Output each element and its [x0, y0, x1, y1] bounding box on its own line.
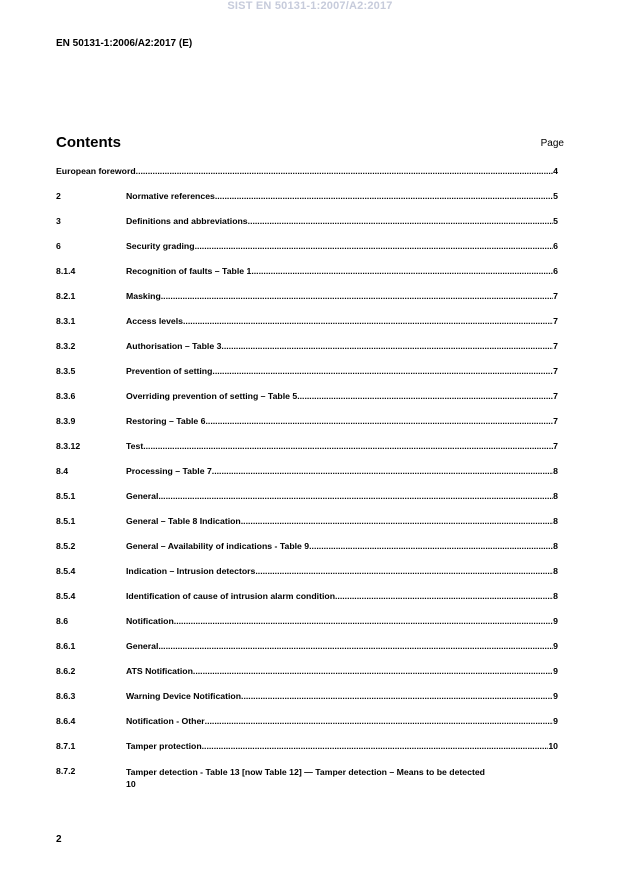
toc-entry-page: 7 [553, 341, 558, 351]
toc-entry[interactable] [56, 691, 558, 716]
toc-entry-number: 8.3.12 [56, 441, 81, 451]
toc-entry-title: Overriding prevention of setting – Table 5 [126, 391, 298, 401]
toc-entry-page: 9 [553, 641, 558, 651]
toc-entry-page: 9 [553, 691, 558, 701]
toc-entry-number: 8.7.1 [56, 741, 76, 751]
toc-entry[interactable] [56, 216, 558, 241]
toc-entry-title: Masking [126, 291, 161, 301]
toc-entry-number: 8.3.6 [56, 391, 76, 401]
toc-entry-title: Tamper protection [126, 741, 202, 751]
toc-entry-title: European foreword [56, 166, 136, 176]
toc-entry-number: 8.5.1 [56, 491, 76, 501]
toc-entry-page: 8 [553, 541, 558, 551]
toc-entry[interactable] [56, 591, 558, 616]
toc-dot-leader [136, 166, 554, 177]
toc-entry-number: 8.5.2 [56, 541, 76, 551]
toc-entry[interactable] [56, 166, 558, 191]
toc-entry[interactable] [56, 566, 558, 591]
toc-entry-title: ATS Notification [126, 666, 193, 676]
toc-entry-title: Normative references [126, 191, 215, 201]
page-column-label: Page [540, 138, 564, 149]
toc-entry-number: 8.1.4 [56, 266, 76, 276]
toc-dot-leader [183, 316, 553, 327]
toc-entry-number: 8.6.4 [56, 716, 76, 726]
contents-title: Contents [56, 134, 121, 151]
toc-dot-leader [205, 716, 553, 727]
toc-entry-title: General – Table 8 Indication [126, 516, 241, 526]
toc-dot-leader [212, 466, 553, 477]
toc-entry-number: 8.6 [56, 616, 69, 626]
toc-entry[interactable] [56, 641, 558, 666]
toc-entry-title: General [126, 491, 159, 501]
toc-entry-title: Definitions and abbreviations [126, 216, 248, 226]
toc-entry[interactable] [56, 266, 558, 291]
toc-dot-leader [248, 216, 554, 227]
toc-dot-leader [158, 491, 553, 502]
toc-dot-leader [161, 291, 553, 302]
toc-entry[interactable] [56, 241, 558, 266]
toc-entry[interactable] [56, 191, 558, 216]
toc-entry[interactable] [56, 666, 558, 691]
toc-entry-title: Security grading [126, 241, 195, 251]
toc-entry[interactable] [56, 316, 558, 341]
toc-entry[interactable] [56, 516, 558, 541]
toc-entry-number: 8.6.1 [56, 641, 76, 651]
toc-entry-page: 7 [553, 366, 558, 376]
toc-dot-leader [158, 641, 553, 652]
toc-entry-page: 8 [553, 491, 558, 501]
toc-entry-page: 7 [553, 316, 558, 326]
toc-entry-number: 8.5.4 [56, 566, 76, 576]
toc-entry-page: 7 [553, 291, 558, 301]
watermark: SIST EN 50131-1:2007/A2:2017 [227, 0, 393, 12]
toc-entry[interactable] [56, 441, 558, 466]
toc-entry-title: Test [126, 441, 144, 451]
toc-entry-number: 8.5.1 [56, 516, 76, 526]
toc-entry-page: 7 [553, 441, 558, 451]
toc-entry-number: 8.4 [56, 466, 69, 476]
toc-dot-leader [241, 691, 553, 702]
toc-dot-leader [143, 441, 553, 452]
toc-entry-page: 5 [553, 191, 558, 201]
toc-entry-title: General [126, 641, 159, 651]
toc-dot-leader [212, 366, 553, 377]
toc-entry[interactable] [56, 366, 558, 391]
toc-entry-title: Recognition of faults – Table 1 [126, 266, 252, 276]
page-number: 2 [56, 834, 62, 845]
toc-entry-number: 8.6.2 [56, 666, 76, 676]
toc-entry[interactable] [56, 541, 558, 566]
toc-entry-number: 8.5.4 [56, 591, 76, 601]
toc-entry[interactable] [56, 716, 558, 741]
toc-entry-page: 8 [553, 591, 558, 601]
toc-dot-leader [215, 191, 553, 202]
toc-entry[interactable] [56, 741, 558, 766]
toc-dot-leader [251, 266, 553, 277]
toc-entry[interactable] [56, 491, 558, 516]
toc-entry-page: 8 [553, 466, 558, 476]
toc-entry-page: 8 [553, 516, 558, 526]
toc-entry-number: 8.3.1 [56, 316, 76, 326]
toc-entry[interactable] [56, 341, 558, 366]
toc-entry[interactable] [56, 616, 558, 641]
toc-entry-number: 2 [56, 191, 61, 201]
toc-entry-number: 8.3.9 [56, 416, 76, 426]
toc-dot-leader [174, 616, 553, 627]
toc-entry-page: 8 [553, 566, 558, 576]
toc-entry-page: 7 [553, 391, 558, 401]
toc-entry-title: General – Availability of indications - Table 9 [126, 541, 310, 551]
toc-entry-title: Indication – Intrusion detectors [126, 566, 256, 576]
toc-entry[interactable] [56, 466, 558, 491]
toc-entry-page: 9 [553, 616, 558, 626]
toc-entry-title: Identification of cause of intrusion alarm condition [126, 591, 335, 601]
toc-entry-title: Processing – Table 7 [126, 466, 212, 476]
toc-entry-title: Prevention of setting [126, 366, 213, 376]
toc-entry-page: 5 [553, 216, 558, 226]
toc-entry-page: 9 [553, 716, 558, 726]
toc-dot-leader [297, 391, 553, 402]
toc-entry-title: Authorisation – Table 3 [126, 341, 222, 351]
toc-entry[interactable] [56, 766, 558, 790]
toc-entry-title: Warning Device Notification [126, 691, 242, 701]
toc-dot-leader [255, 566, 553, 577]
toc-entry-number: 8.7.2 [56, 766, 76, 776]
toc-entry-number: 6 [56, 241, 61, 251]
toc-entry-page: 4 [553, 166, 558, 176]
toc-entry-title: Tamper detection - Table 13 [now Table 12] — Tamper detection – Means to be detected [126, 767, 485, 777]
toc-entry-number: 8.2.1 [56, 291, 76, 301]
toc-entry-number: 3 [56, 216, 61, 226]
toc-dot-leader [195, 241, 554, 252]
toc-dot-leader [193, 666, 553, 677]
toc-entry-page: 6 [553, 241, 558, 251]
toc-entry-title: Notification - Other [126, 716, 205, 726]
toc-entry-number: 8.3.2 [56, 341, 76, 351]
toc-entry-title: Notification [126, 616, 174, 626]
toc-entry-page: 9 [553, 666, 558, 676]
toc-entry-page: 10 [126, 779, 136, 789]
toc-entry-page: 10 [548, 741, 558, 751]
toc-dot-leader [335, 591, 553, 602]
toc-dot-leader [221, 341, 553, 352]
toc-entry-title: Access levels [126, 316, 183, 326]
toc-dot-leader [202, 741, 549, 752]
document-id: EN 50131-1:2006/A2:2017 (E) [56, 38, 193, 49]
toc-entry[interactable] [56, 416, 558, 441]
toc-entry-number: 8.6.3 [56, 691, 76, 701]
table-of-contents [56, 166, 558, 790]
toc-entry[interactable] [56, 291, 558, 316]
toc-entry-page: 7 [553, 416, 558, 426]
toc-entry[interactable] [56, 391, 558, 416]
toc-dot-leader [206, 416, 554, 427]
toc-entry-title: Restoring – Table 6 [126, 416, 206, 426]
toc-dot-leader [309, 541, 553, 552]
toc-dot-leader [241, 516, 553, 527]
toc-entry-number: 8.3.5 [56, 366, 76, 376]
toc-entry-page: 6 [553, 266, 558, 276]
